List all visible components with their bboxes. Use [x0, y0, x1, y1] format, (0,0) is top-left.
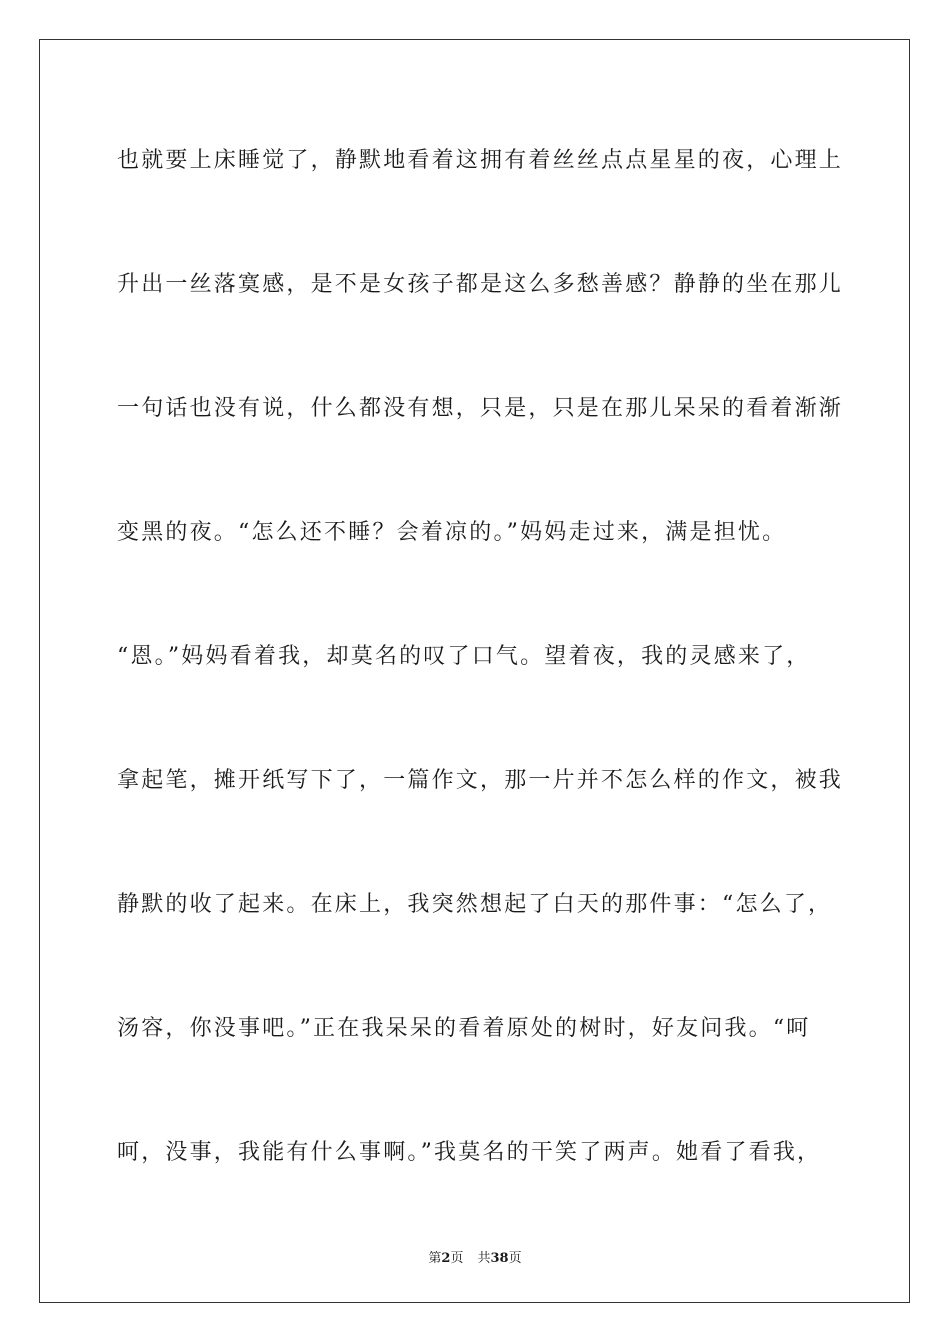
text-line: 呵，没事，我能有什么事啊。”我莫名的干笑了两声。她看了看我，	[117, 1140, 822, 1165]
text-line: 一句话也没有说，什么都没有想，只是，只是在那儿呆呆的看着渐渐	[117, 396, 844, 421]
page-number: 第2页	[428, 1251, 464, 1266]
total-pages-number: 38	[490, 1251, 509, 1266]
text-line: 变黑的夜。“怎么还不睡？会着凉的。”妈妈走过来，满是担忧。	[117, 520, 787, 545]
text-line: 静默的收了起来。在床上，我突然想起了白天的那件事：“怎么了，	[117, 892, 833, 917]
text-line: “恩。”妈妈看着我，却莫名的叹了口气。望着夜，我的灵感来了，	[117, 644, 811, 669]
text-line: 升出一丝落寞感，是不是女孩子都是这么多愁善感？静静的坐在那儿	[117, 272, 844, 297]
text-line: 拿起笔，摊开纸写下了，一篇作文，那一片并不怎么样的作文，被我	[117, 768, 844, 793]
page-footer	[0, 1247, 950, 1266]
document-body	[117, 130, 844, 1246]
text-line: 汤容，你没事吧。”正在我呆呆的看着原处的树时，好友问我。“呵	[117, 1016, 811, 1041]
text-line: 也就要上床睡觉了，静默地看着这拥有着丝丝点点星星的夜，心理上	[117, 148, 844, 173]
current-page-number: 2	[441, 1251, 451, 1266]
page-total: 共38页	[477, 1251, 522, 1266]
